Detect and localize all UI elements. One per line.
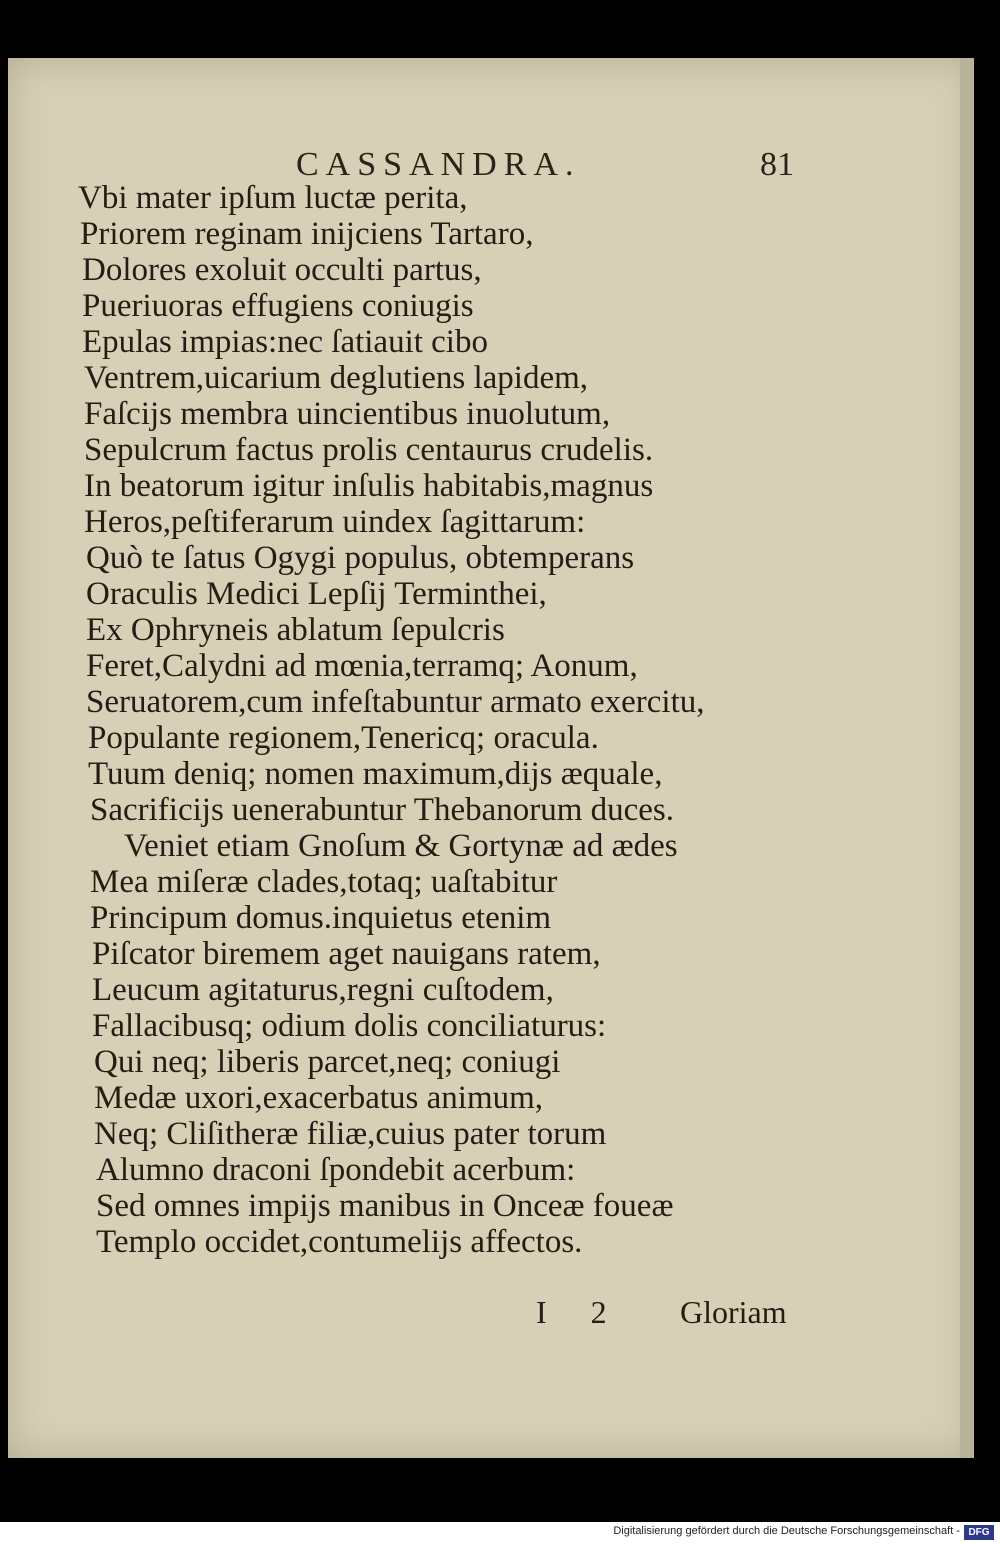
catchword: Gloriam <box>680 1294 787 1330</box>
verse-line: Ex Ophryneis ablatum ſepulcris <box>86 612 505 648</box>
digitization-credit-bar <box>0 1522 1000 1544</box>
verse-line: Medæ uxori,exacerbatus animum, <box>94 1080 544 1116</box>
verse-line: Seruatorem,cum infeſtabuntur armato exercitu, <box>86 684 705 720</box>
verse-line: Neq; Cliſitheræ filiæ,cuius pater torum <box>94 1116 607 1152</box>
verse-line: Faſcijs membra uincientibus inuolutum, <box>84 396 611 432</box>
verse-line: Epulas impias:nec ſatiauit cibo <box>82 324 488 360</box>
signature-mark: I 2 <box>536 1294 625 1330</box>
verse-line: Priorem reginam inijciens Tartaro, <box>80 216 534 252</box>
book-page <box>8 58 974 1458</box>
page-edge <box>960 58 974 1458</box>
verse-line: Leucum agitaturus,regni cuſtodem, <box>92 972 554 1008</box>
verse-line: Principum domus.inquietus etenim <box>90 900 552 936</box>
page-footer <box>8 1294 974 1334</box>
verse-line: Quò te ſatus Ogygi populus, obtemperans <box>86 540 635 576</box>
verse-line: Sed omnes impijs manibus in Onceæ foueæ <box>96 1188 674 1224</box>
verse-line: Fallacibusq; odium dolis conciliaturus: <box>92 1008 607 1044</box>
verse-line: Heros,peſtiferarum uindex ſagittarum: <box>84 504 586 540</box>
verse-line: Dolores exoluit occulti partus, <box>82 252 482 288</box>
verse-line: Ventrem,uicarium deglutiens lapidem, <box>84 360 589 396</box>
verse-line: Alumno draconi ſpondebit acerbum: <box>96 1152 576 1188</box>
dfg-logo-icon: DFG <box>964 1525 994 1540</box>
verse-line: Populante regionem,Tenericq; oracula. <box>88 720 599 756</box>
verse-line: Templo occidet,contumelijs affectos. <box>96 1224 583 1260</box>
verse-line: Qui neq; liberis parcet,neq; coniugi <box>94 1044 561 1080</box>
verse-line: Piſcator biremem aget nauigans ratem, <box>92 936 601 972</box>
verse-line: Sacrificijs uenerabuntur Thebanorum duces. <box>90 792 675 828</box>
verse-line: Tuum deniq; nomen maximum,dijs æquale, <box>88 756 663 792</box>
verse-line: Pueriuoras effugiens coniugis <box>82 288 474 324</box>
page-number: 81 <box>760 146 794 183</box>
verse-line: Sepulcrum factus prolis centaurus crudelis. <box>84 432 654 468</box>
running-head: CASSANDRA. <box>296 146 581 183</box>
verse-line: Vbi mater ipſum luctæ perita, <box>78 180 468 216</box>
verse-line: Mea miſeræ clades,totaq; uaſtabitur <box>90 864 558 900</box>
verse-line: Oraculis Medici Lepſij Terminthei, <box>86 576 547 612</box>
verse-line: Feret,Calydni ad mœnia,terramq; Aonum, <box>86 648 638 684</box>
credit-text: Digitalisierung gefördert durch die Deutsche Forschungsgemeinschaft - <box>613 1525 960 1537</box>
verse-line: Veniet etiam Gnoſum & Gortynæ ad ædes <box>124 828 678 864</box>
verse-line: In beatorum igitur inſulis habitabis,magnus <box>84 468 654 504</box>
